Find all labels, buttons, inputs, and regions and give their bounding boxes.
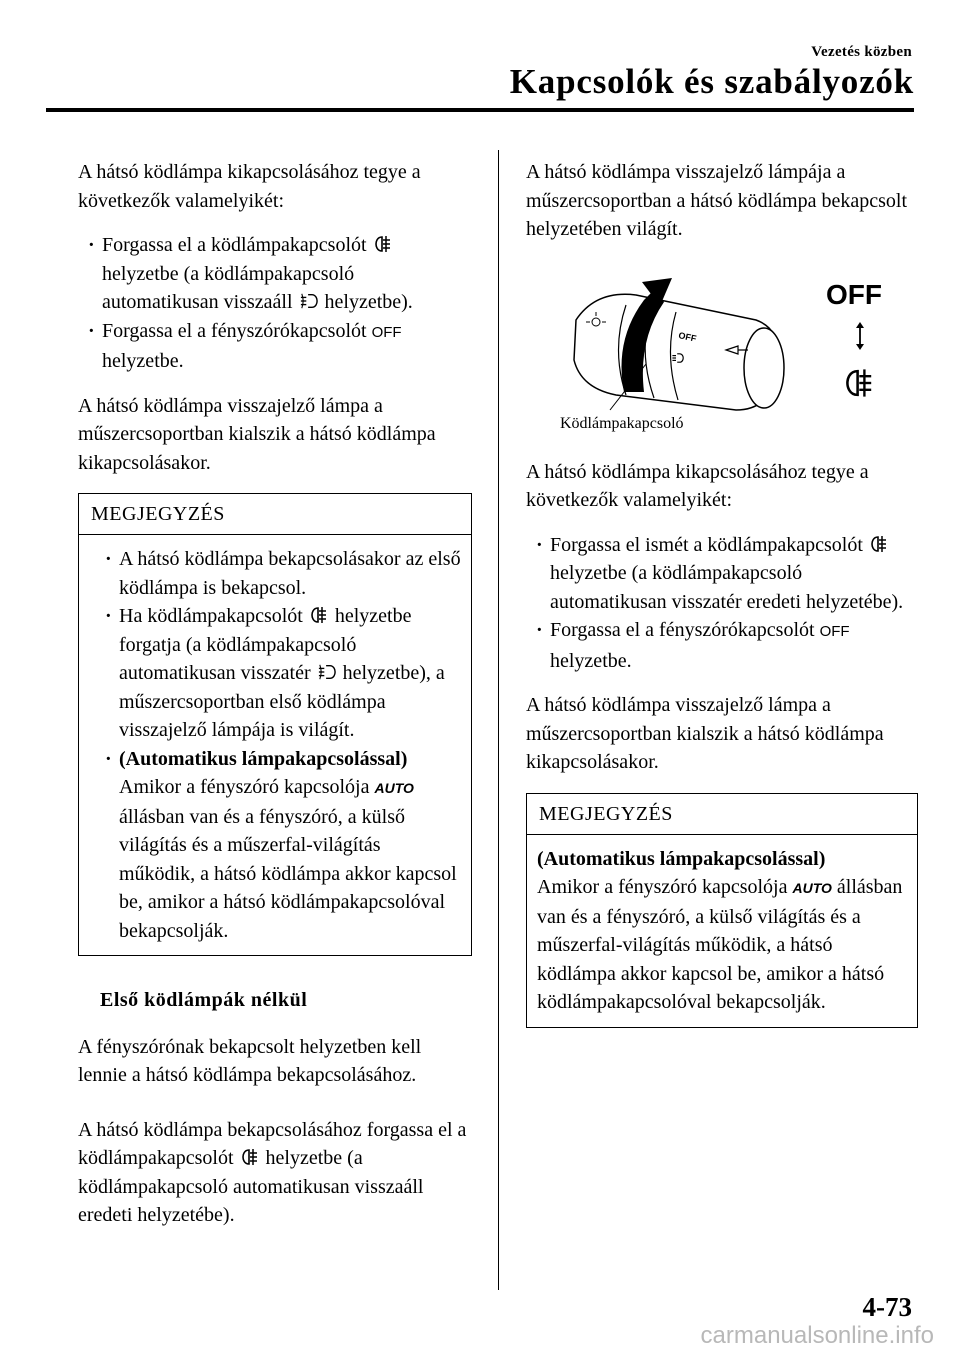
note-bullets	[89, 545, 461, 945]
note-bullet-3-text: Amikor a fényszóró kapcsolója	[119, 776, 370, 798]
left-bullet-1-text-c: helyzetbe).	[324, 291, 413, 313]
left-bullet-1	[78, 231, 472, 317]
off-label: OFF	[371, 323, 402, 341]
left-bullet-1-text-b: helyzetbe (a ködlámpakapcsoló automatikusan visszaáll	[102, 262, 355, 313]
note-box-left	[78, 493, 472, 956]
note-bullet-1	[95, 545, 461, 602]
rear-fog-icon	[870, 534, 888, 554]
right-para-3: A hátsó ködlámpa visszajelző lámpa a műszercsoportban kialszik a hátsó ködlámpa kikapcsolásakor.	[526, 694, 884, 773]
note-right-text: Amikor a fényszóró kapcsolója	[537, 876, 788, 898]
note-bullet-2	[95, 602, 461, 745]
note-right-body	[537, 845, 907, 1017]
section-label: Vezetés közben	[811, 44, 912, 60]
off-position-label: OFF	[826, 278, 882, 310]
note-bullet-2-text: Ha ködlámpakapcsolót	[119, 605, 303, 627]
left-bullet-2-text-b: helyzetbe.	[102, 350, 184, 372]
rear-fog-icon	[241, 1147, 259, 1167]
fog-switch-figure	[526, 260, 918, 450]
left-bullet-2-text: Forgassa el a fényszórókapcsolót	[102, 319, 367, 342]
left-para-2: A hátsó ködlámpa visszajelző lámpa a műszercsoportban kialszik a hátsó ködlámpa kikapcsolásakor.	[78, 394, 436, 474]
left-para-4-text: A hátsó ködlámpa bekapcsolásához forgassa el a ködlámpakapcsolót	[78, 1118, 467, 1169]
left-para-3: A fényszórónak bekapcsolt helyzetben kell lennie a hátsó ködlámpa bekapcsolásához.	[78, 1035, 422, 1086]
page-number: 4-73	[862, 1292, 912, 1322]
column-divider	[498, 150, 499, 1290]
right-bullet-2	[526, 616, 918, 675]
right-bullets	[526, 531, 918, 676]
note-bullet-2-text-c: helyzetbe), a műszercsoportban első ködlámpa visszajelző lámpája is világít.	[119, 662, 445, 741]
footer-watermark: carmanualsonline.info	[700, 1322, 934, 1349]
right-bullet-1-text-b: helyzetbe (a ködlámpakapcsoló automatikusan visszatér eredeti helyzetébe).	[550, 562, 904, 613]
note-title: MEGJEGYZÉS	[79, 494, 471, 535]
front-fog-icon	[300, 291, 318, 311]
figure-caption: Ködlámpakapcsoló	[560, 414, 684, 432]
svg-text:OFF: OFF	[677, 329, 698, 344]
left-intro: A hátsó ködlámpa kikapcsolásához tegye a következők valamelyikét:	[78, 161, 421, 212]
right-column	[526, 158, 918, 1050]
note-bullet-1-text: A hátsó ködlámpa bekapcsolásakor az első ködlámpa is bekapcsol.	[119, 548, 461, 599]
rear-fog-icon	[310, 605, 328, 625]
note-bullet-3	[95, 745, 461, 946]
left-bullet-1-text: Forgassa el a ködlámpakapcsolót	[102, 234, 367, 256]
auto-label: AUTO	[792, 880, 832, 896]
note-right-heading: (Automatikus lámpakapcsolással)	[537, 847, 826, 870]
auto-label: AUTO	[374, 780, 414, 796]
note-box-right	[526, 793, 918, 1028]
left-para-4-text-b: helyzetbe (a ködlámpakapcsoló automatikusan visszaáll eredeti helyzetébe).	[78, 1147, 424, 1226]
note-bullet-3-text-b: állásban van és a fényszóró, a külső világítás és a műszerfal-világítás működik, a hátsó ködlámpa akkor kapcsol be, amikor a hátsó ködlámpakapcsolóval bekapcsolják.	[119, 805, 457, 942]
right-intro: A hátsó ködlámpa visszajelző lámpája a műszercsoportban a hátsó ködlámpa bekapcsolt helyzetében világít.	[526, 161, 907, 240]
right-para-2: A hátsó ködlámpa kikapcsolásához tegye a következők valamelyikét:	[526, 460, 869, 511]
note-right-text-b: állásban van és a fényszóró, a külső világítás és a műszerfal-világítás működik, a hátsó ködlámpa akkor kapcsol be, amikor a hátsó ködlámpakapcsolóval bekapcsolják.	[537, 876, 903, 1013]
note-bullet-2-text-b: helyzetbe forgatja (a ködlámpakapcsoló automatikusan visszatér	[119, 605, 412, 684]
front-fog-icon	[318, 662, 336, 682]
right-bullet-1-text: Forgassa el ismét a ködlámpakapcsolót	[550, 533, 863, 556]
left-bullets	[78, 231, 472, 376]
note-title: MEGJEGYZÉS	[527, 794, 917, 835]
right-bullet-1	[526, 531, 918, 617]
left-column	[78, 158, 472, 1246]
right-bullet-2-text: Forgassa el a fényszórókapcsolót	[550, 619, 815, 641]
header-rule	[46, 108, 914, 112]
subheading: Első ködlámpák nélkül	[100, 989, 308, 1011]
left-bullet-2	[78, 317, 472, 376]
rear-fog-icon	[374, 234, 392, 254]
left-para-4	[78, 1116, 472, 1230]
note-bullet-3-heading: (Automatikus lámpakapcsolással)	[119, 747, 408, 770]
right-bullet-2-text-b: helyzetbe.	[550, 649, 632, 672]
page-title: Kapcsolók és szabályozók	[509, 62, 914, 101]
off-label: OFF	[819, 623, 850, 640]
